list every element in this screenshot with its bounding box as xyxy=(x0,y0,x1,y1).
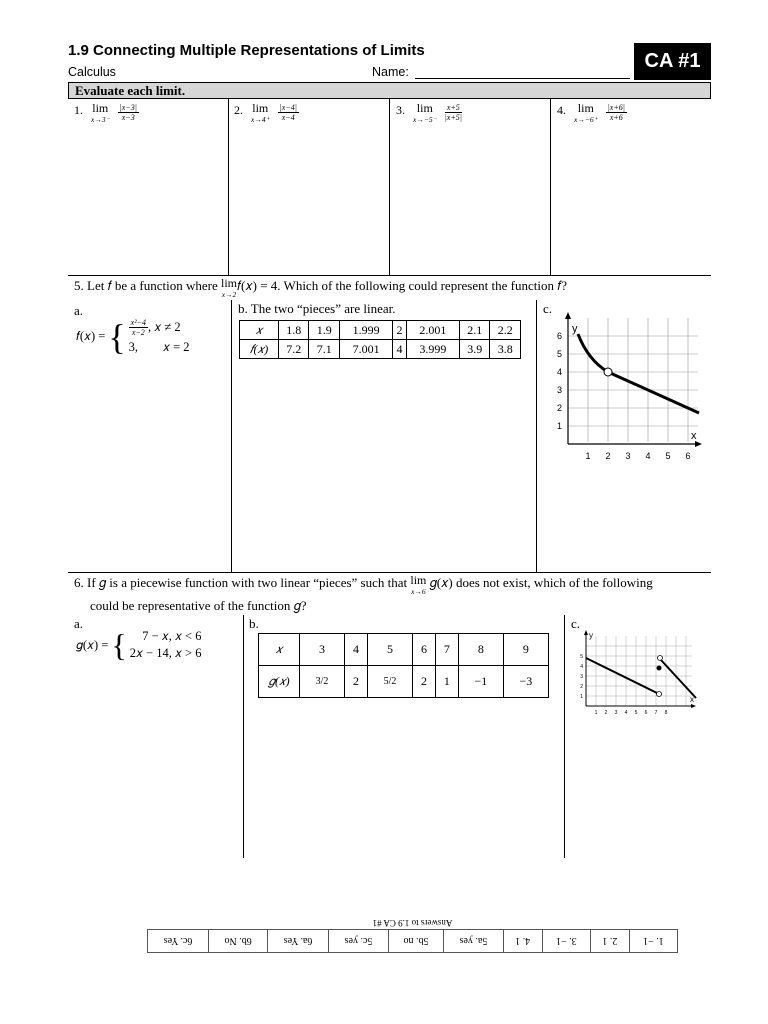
option-5b-label: b. The two “pieces” are linear. xyxy=(238,301,396,316)
divider xyxy=(68,572,711,573)
table-cell: 4 xyxy=(393,340,406,359)
fraction: $\frac{|x-3|}{x-3}$ xyxy=(119,103,137,122)
table-cell: 2.1 xyxy=(459,321,489,340)
table-cell: 5/2 xyxy=(367,666,412,698)
divider xyxy=(68,275,711,276)
limit-expression: lim x→3⁻ xyxy=(91,101,110,124)
x-tick-label: 4 xyxy=(624,710,628,716)
x-tick-label: 2 xyxy=(605,451,611,461)
y-tick-label: 1 xyxy=(580,694,583,700)
answer-cell: 3. −1 xyxy=(542,930,590,953)
table-cell: 2 xyxy=(393,321,406,340)
table-cell: −1 xyxy=(458,666,503,698)
y-tick-label: 1 xyxy=(556,421,562,431)
problem-number: 2. xyxy=(234,103,243,117)
name-label: Name: xyxy=(372,65,409,79)
table-cell: 2 xyxy=(413,666,436,698)
answer-table xyxy=(147,929,678,953)
table-cell: 𝑥 xyxy=(259,634,300,666)
y-tick-label: 2 xyxy=(556,403,562,413)
table-cell: 7 xyxy=(435,634,458,666)
table-6b xyxy=(258,633,549,698)
divider xyxy=(231,300,232,572)
problem-number: 1. xyxy=(74,103,83,117)
x-axis-label: x xyxy=(691,430,697,442)
y-tick-label: 4 xyxy=(556,367,562,377)
y-axis-label: y xyxy=(572,323,578,335)
divider xyxy=(389,99,390,275)
table-cell: 7.001 xyxy=(339,340,392,359)
x-tick-label: 4 xyxy=(645,451,651,461)
problem-number: 4. xyxy=(557,103,566,117)
divider xyxy=(228,99,229,275)
y-tick-label: 3 xyxy=(580,674,583,680)
option-5c-label: c. xyxy=(543,301,553,316)
table-cell: 𝑓(𝑥) xyxy=(240,340,279,359)
fraction: $\frac{|x+6|}{x+6}$ xyxy=(607,103,625,122)
table-cell: 7.2 xyxy=(279,340,309,359)
y-axis-label: y xyxy=(589,631,593,640)
question-6-prompt: 6. If 𝑔 is a piecewise function with two linear “pieces” such that lim x→6 𝑔(𝑥) does not exist, which of the following xyxy=(74,573,653,596)
problem-number: 3. xyxy=(396,103,405,117)
table-cell: 9 xyxy=(503,634,548,666)
assignment-badge: CA #1 xyxy=(634,43,711,80)
option-6a-label: a. xyxy=(74,616,84,631)
fraction: $\frac{|x-4|}{x-4}$ xyxy=(279,103,297,122)
answer-key xyxy=(147,918,678,953)
graph-5c xyxy=(548,312,708,467)
x-tick-label: 5 xyxy=(665,451,671,461)
limit-expression: lim x→4⁺ xyxy=(251,101,270,124)
option-6b-label: b. xyxy=(249,616,259,631)
worksheet-title: 1.9 Connecting Multiple Representations of Limits xyxy=(68,42,425,59)
question-6-prompt-line2: could be representative of the function 𝑔? xyxy=(90,598,307,613)
table-cell: 2.2 xyxy=(490,321,521,340)
y-tick-label: 4 xyxy=(580,664,583,670)
table-cell: 3.8 xyxy=(490,340,521,359)
answer-cell: 4. 1 xyxy=(503,930,542,953)
answer-cell: 6c. Yes xyxy=(148,930,209,953)
option-6c-label: c. xyxy=(571,616,581,631)
answer-cell: 6a. Yes xyxy=(268,930,329,953)
table-cell: 1.9 xyxy=(309,321,339,340)
y-tick-label: 5 xyxy=(556,349,562,359)
problem-1 xyxy=(74,103,139,125)
problem-3 xyxy=(396,103,462,125)
section-bar: Evaluate each limit. xyxy=(68,82,711,99)
x-tick-label: 2 xyxy=(604,710,608,716)
divider xyxy=(564,615,565,858)
question-5-prompt: 5. Let 𝑓 be a function where lim x→2 𝑓(𝑥) = 4. Which of the following could represent the function 𝑓? xyxy=(74,276,568,299)
table-cell: 5 xyxy=(367,634,412,666)
y-tick-label: 5 xyxy=(580,654,583,660)
option-5a-function: 𝑓(𝑥) = { $\frac{\text{x²−4}}{x-2}$ , 𝑥 ≠ 2 3, 𝑥 = 2 xyxy=(76,316,190,357)
x-axis-label: x xyxy=(690,695,694,704)
table-cell: 6 xyxy=(413,634,436,666)
answer-cell: 5a. yes xyxy=(444,930,504,953)
table-cell: 3.9 xyxy=(459,340,489,359)
table-cell: −3 xyxy=(503,666,548,698)
y-tick-label: 3 xyxy=(556,385,562,395)
x-tick-label: 7 xyxy=(654,710,658,716)
table-5b xyxy=(239,320,521,359)
table-cell: 2.001 xyxy=(406,321,459,340)
divider xyxy=(243,615,244,858)
y-tick-label: 2 xyxy=(580,684,583,690)
divider xyxy=(536,300,537,572)
x-tick-label: 3 xyxy=(614,710,618,716)
table-cell: 3 xyxy=(300,634,345,666)
table-cell: 𝑥 xyxy=(240,321,279,340)
x-tick-label: 1 xyxy=(594,710,598,716)
table-cell: 8 xyxy=(458,634,503,666)
name-field[interactable] xyxy=(415,78,630,79)
option-6a-function: 𝑔(𝑥) = { 7 − 𝑥, 𝑥 < 6 2𝑥 − 14, 𝑥 > 6 xyxy=(76,627,202,663)
limit-expression: lim x→−5⁻ xyxy=(413,101,437,124)
problem-4 xyxy=(557,103,627,125)
x-tick-label: 5 xyxy=(634,710,638,716)
table-cell: 𝑔(𝑥) xyxy=(259,666,300,698)
answer-cell: 5b. no xyxy=(388,930,443,953)
x-tick-label: 3 xyxy=(625,451,631,461)
table-cell: 1 xyxy=(435,666,458,698)
table-cell: 7.1 xyxy=(309,340,339,359)
table-cell: 2 xyxy=(345,666,368,698)
table-cell: 4 xyxy=(345,634,368,666)
limit-expression: lim x→−6⁺ xyxy=(574,101,598,124)
x-tick-label: 6 xyxy=(644,710,648,716)
answer-cell: 2. 1 xyxy=(590,930,629,953)
table-cell: 1.999 xyxy=(339,321,392,340)
answer-cell: 5c. yes xyxy=(329,930,389,953)
table-cell: 3/2 xyxy=(300,666,345,698)
x-tick-label: 1 xyxy=(585,451,591,461)
divider xyxy=(550,99,551,275)
y-tick-label: 6 xyxy=(556,331,562,341)
answer-key-title: Answers to 1.9 CA #1 xyxy=(372,918,453,928)
fraction: $\frac{x+5}{|x+5|}$ xyxy=(444,103,462,122)
graph-6c xyxy=(576,630,700,720)
x-tick-label: 8 xyxy=(664,710,668,716)
answer-cell: 1. −1 xyxy=(629,930,677,953)
option-5a-label: a. xyxy=(74,303,84,318)
problem-2 xyxy=(234,103,299,125)
answer-cell: 6b. No xyxy=(209,930,268,953)
table-cell: 1.8 xyxy=(279,321,309,340)
table-cell: 3.999 xyxy=(406,340,459,359)
course-label: Calculus xyxy=(68,65,116,79)
x-tick-label: 6 xyxy=(685,451,691,461)
